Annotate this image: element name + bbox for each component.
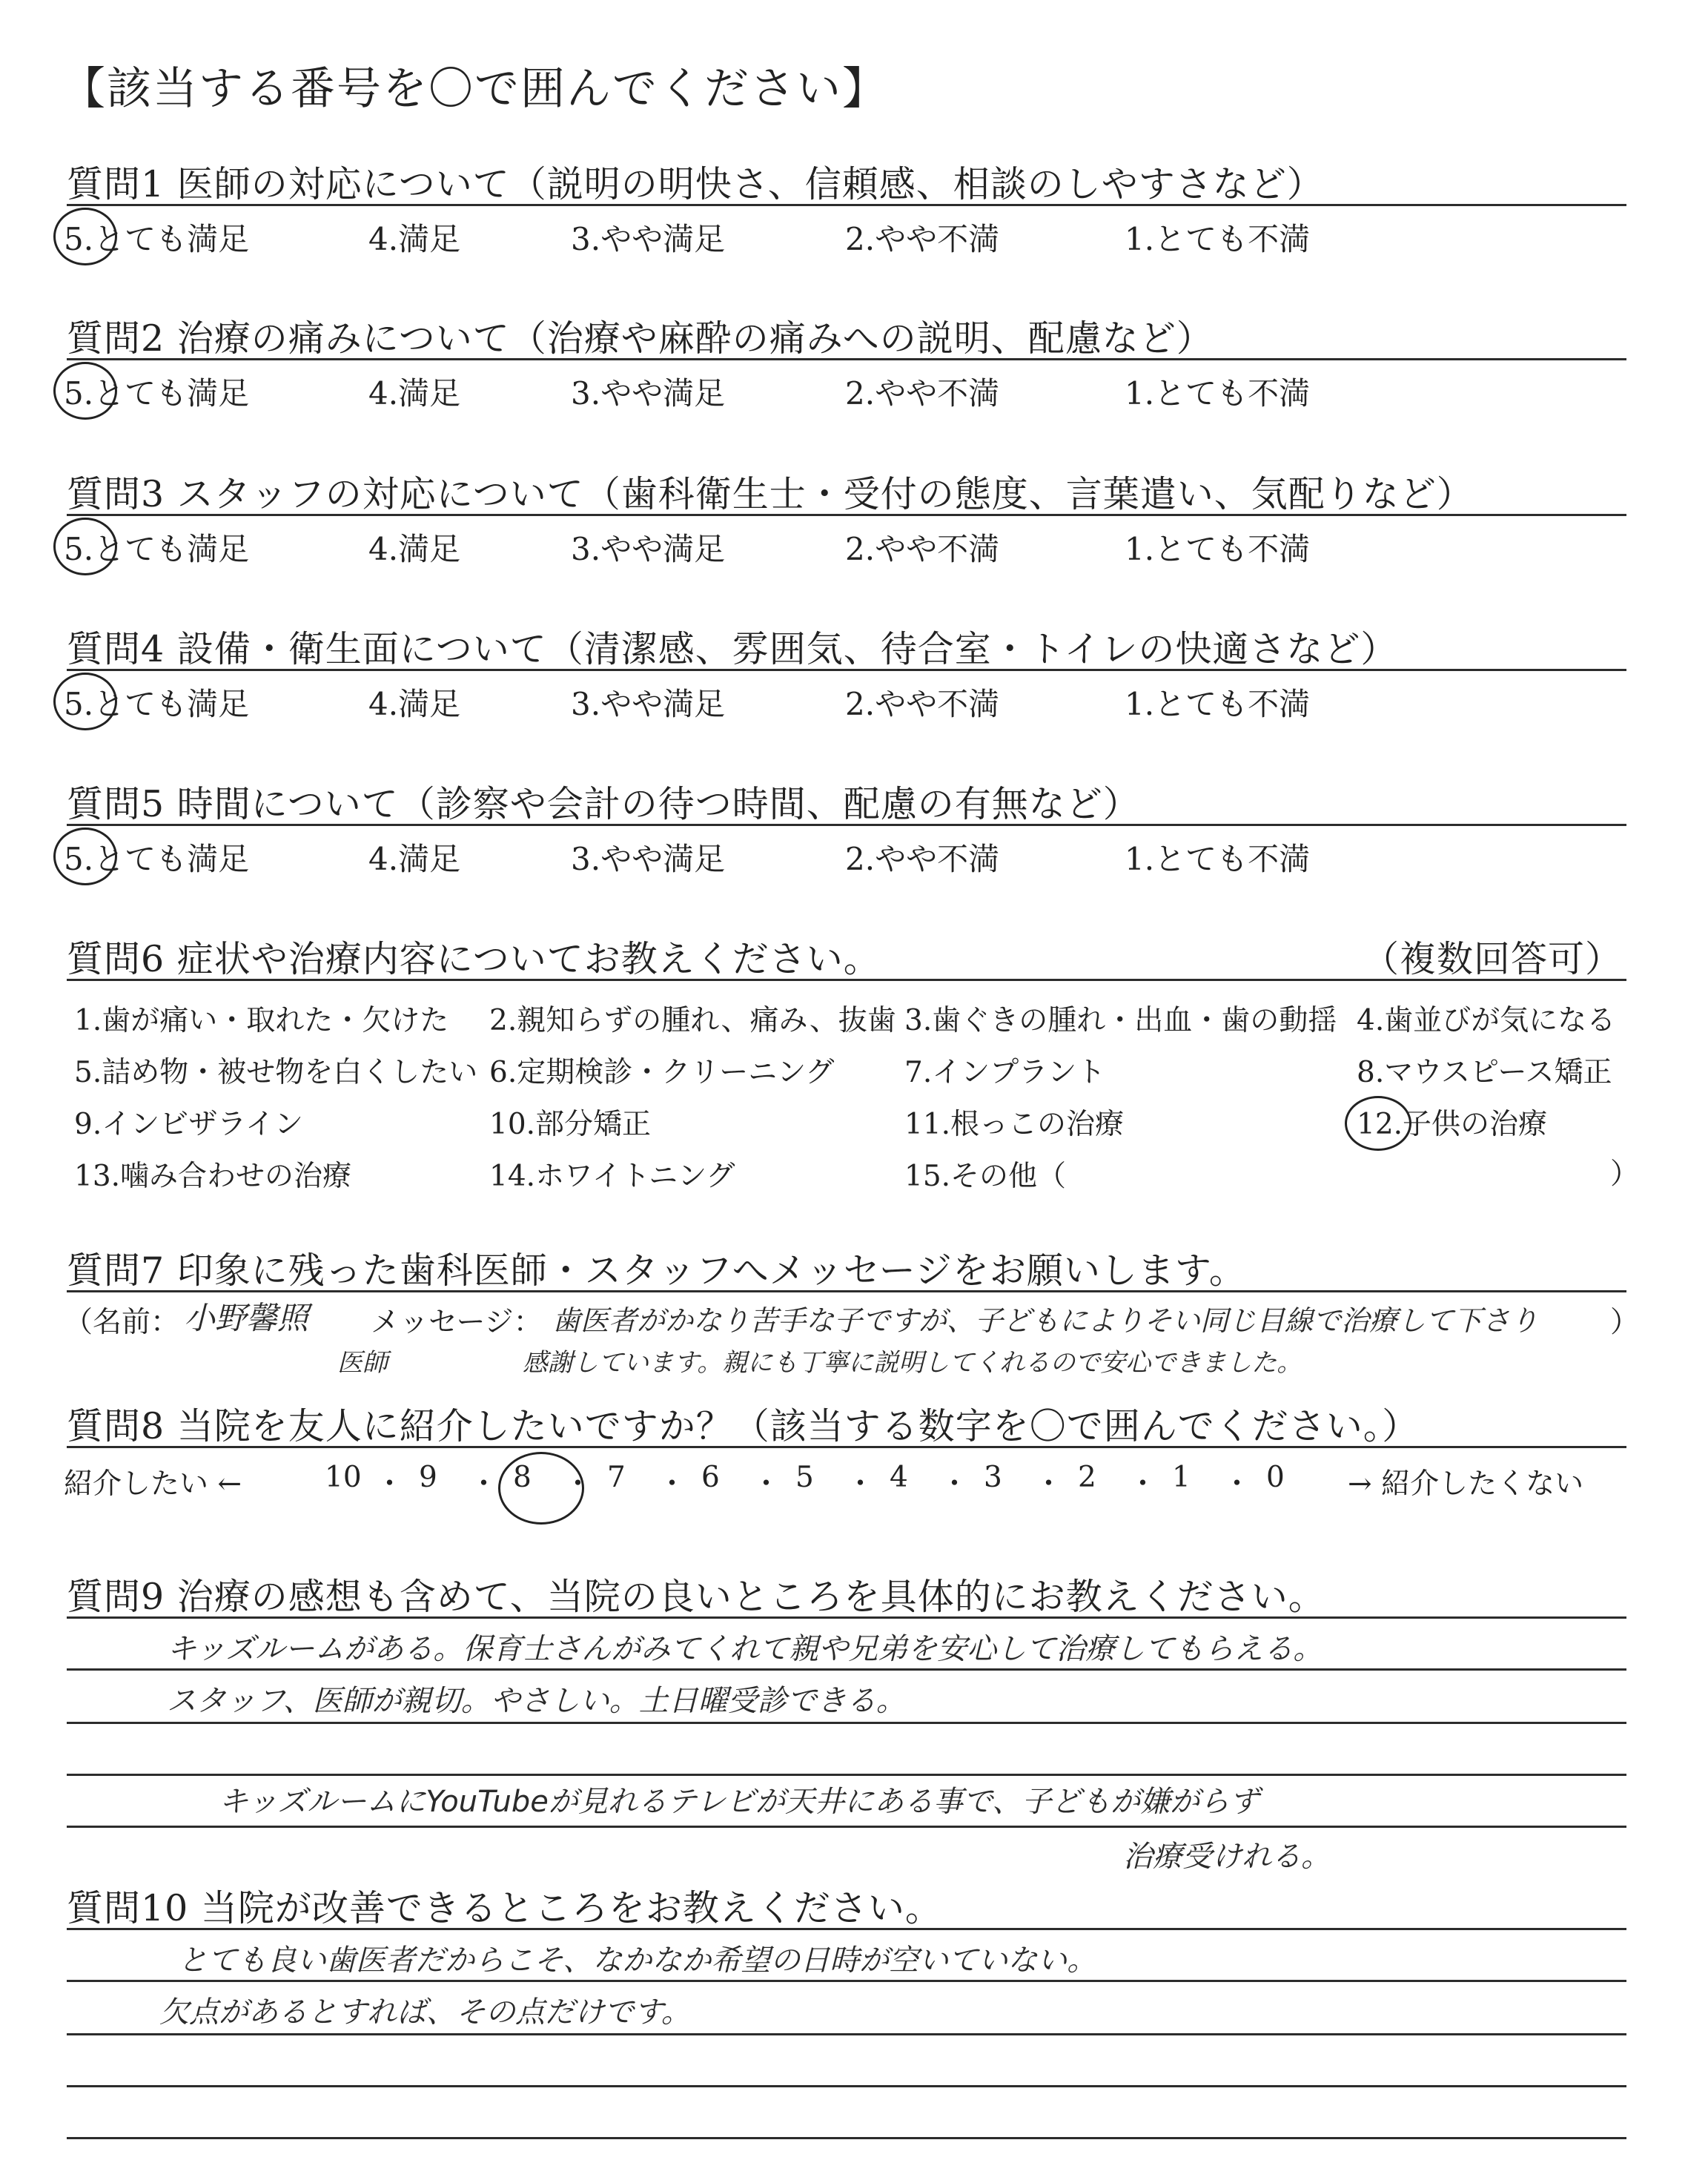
q4-rule: [67, 669, 1626, 671]
q9-rule-3: [67, 1722, 1626, 1724]
q9-answer-line3: キッズルームにYouTubeが見れるテレビが天井にある事で、子どもが嫌がらず: [219, 1785, 1260, 1819]
q8-scale-0[interactable]: 0: [1266, 1461, 1285, 1494]
q8-selected-circle: [498, 1452, 584, 1525]
q7-message-line2: 感謝しています。親にも丁寧に説明してくれるので安心できました。: [523, 1348, 1302, 1378]
q6-close-paren: ）: [1610, 1157, 1640, 1191]
q1-option-3[interactable]: 3.やや満足: [571, 221, 726, 257]
q8-scale-10[interactable]: 10: [325, 1461, 362, 1494]
q4-option-5[interactable]: 5.とても満足: [64, 686, 250, 722]
q2-selected-circle: [53, 362, 117, 420]
q7-title: 質問7 印象に残った歯科医師・スタッフへメッセージをお願いします。: [67, 1249, 1246, 1292]
q9-answer-line2: スタッフ、医師が親切。やさしい。土日曜受診できる。: [167, 1684, 906, 1718]
q3-selected-circle: [53, 518, 117, 575]
q9-answer-line4: 治療受けれる。: [1123, 1840, 1331, 1874]
q8-scale-separator: ・: [658, 1467, 687, 1501]
q4-option-4[interactable]: 4.満足: [368, 686, 461, 722]
q2-option-3[interactable]: 3.やや満足: [571, 375, 726, 412]
q5-rule: [67, 824, 1626, 826]
q4-title: 質問4 設備・衛生面について（清潔感、雰囲気、待合室・トイレの快適さなど）: [67, 628, 1398, 670]
q1-option-1[interactable]: 1.とても不満: [1125, 221, 1311, 257]
q6-option-5[interactable]: 5.詰め物・被せ物を白くしたい: [74, 1056, 478, 1089]
q6-option-15[interactable]: 15.その他（: [904, 1160, 1067, 1193]
q8-title: 質問8 当院を友人に紹介したいですか？（該当する数字を〇で囲んでください。）: [67, 1405, 1420, 1447]
q8-scale-separator: ・: [846, 1467, 875, 1501]
q1-option-5[interactable]: 5.とても満足: [64, 221, 250, 257]
q7-name-value: 小野馨照: [184, 1300, 309, 1336]
q10-answer-line1: とても良い歯医者だからこそ、なかなか希望の日時が空いていない。: [178, 1943, 1097, 1978]
q6-rule: [67, 979, 1626, 981]
q5-title: 質問5 時間について（診察や会計の待つ時間、配慮の有無など）: [67, 783, 1140, 825]
q5-selected-circle: [53, 828, 117, 885]
q10-answer-line2: 欠点があるとすれば、その点だけです。: [159, 1995, 691, 2029]
q6-title: 質問6 症状や治療内容についてお教えください。: [67, 938, 881, 980]
q10-rule-2: [67, 1980, 1626, 1982]
q1-option-4[interactable]: 4.満足: [368, 221, 461, 257]
q10-rule-1: [67, 1928, 1626, 1930]
q8-scale-4[interactable]: 4: [890, 1461, 908, 1494]
q8-scale-1[interactable]: 1: [1172, 1461, 1191, 1494]
q9-rule-5: [67, 1826, 1626, 1828]
q2-title: 質問2 治療の痛みについて（治療や麻酔の痛みへの説明、配慮など）: [67, 317, 1214, 360]
q8-scale-separator: ・: [563, 1467, 593, 1501]
q7-rule: [67, 1290, 1626, 1292]
q5-option-2[interactable]: 2.やや不満: [845, 841, 1000, 877]
q6-option-12[interactable]: 12.子供の治療: [1357, 1108, 1548, 1141]
q8-scale-3[interactable]: 3: [984, 1461, 1002, 1494]
q8-scale-7[interactable]: 7: [607, 1461, 626, 1494]
q3-option-2[interactable]: 2.やや不満: [845, 531, 1000, 567]
q1-title: 質問1 医師の対応について（説明の明快さ、信頼感、相談のしやすさなど）: [67, 163, 1324, 205]
q9-rule-1: [67, 1616, 1626, 1619]
q7-name-value2: 医師: [337, 1348, 388, 1378]
q6-option-4[interactable]: 4.歯並びが気になる: [1357, 1004, 1616, 1037]
q8-scale-6[interactable]: 6: [701, 1461, 720, 1494]
q8-scale-separator: ・: [752, 1467, 781, 1501]
q8-scale-separator: ・: [1128, 1467, 1158, 1501]
q6-option-8[interactable]: 8.マウスピース矯正: [1357, 1056, 1612, 1089]
q8-scale-separator: ・: [375, 1467, 405, 1501]
q7-message-line1: 歯医者がかなり苦手な子ですが、子どもによりそい同じ目線で治療して下さり: [552, 1304, 1539, 1337]
q10-rule-5: [67, 2137, 1626, 2139]
q2-option-2[interactable]: 2.やや不満: [845, 375, 1000, 412]
q8-scale-8[interactable]: 8: [513, 1461, 532, 1494]
q6-option-14[interactable]: 14.ホワイトニング: [489, 1160, 735, 1193]
q2-option-1[interactable]: 1.とても不満: [1125, 375, 1311, 412]
q4-option-2[interactable]: 2.やや不満: [845, 686, 1000, 722]
q10-rule-3: [67, 2033, 1626, 2035]
q8-scale-2[interactable]: 2: [1078, 1461, 1096, 1494]
q8-scale-separator: ・: [940, 1467, 970, 1501]
q6-option-2[interactable]: 2.親知らずの腫れ、痛み、抜歯: [489, 1004, 896, 1037]
q1-option-2[interactable]: 2.やや不満: [845, 221, 1000, 257]
q3-rule: [67, 514, 1626, 516]
q6-note: （複数回答可）: [1363, 938, 1623, 980]
q10-title: 質問10 当院が改善できるところをお教えください。: [67, 1887, 942, 1929]
q7-message-label: メッセージ：: [371, 1306, 543, 1339]
q6-selected-circle: [1345, 1096, 1411, 1151]
q6-option-7[interactable]: 7.インプラント: [904, 1056, 1106, 1089]
q5-option-3[interactable]: 3.やや満足: [571, 841, 726, 877]
q3-option-1[interactable]: 1.とても不満: [1125, 531, 1311, 567]
q6-option-9[interactable]: 9.インビザライン: [74, 1108, 304, 1141]
q4-option-3[interactable]: 3.やや満足: [571, 686, 726, 722]
q5-option-1[interactable]: 1.とても不満: [1125, 841, 1311, 877]
q10-rule-4: [67, 2085, 1626, 2087]
q7-name-label: （名前：: [64, 1306, 180, 1339]
q8-scale-separator: ・: [1222, 1467, 1252, 1501]
q3-option-3[interactable]: 3.やや満足: [571, 531, 726, 567]
q9-rule-2: [67, 1668, 1626, 1671]
q3-option-4[interactable]: 4.満足: [368, 531, 461, 567]
q4-selected-circle: [53, 673, 117, 730]
q8-scale-separator: ・: [469, 1467, 499, 1501]
q8-rule: [67, 1446, 1626, 1448]
q8-left-label: 紹介したい ←: [64, 1467, 242, 1501]
q2-rule: [67, 358, 1626, 360]
q1-rule: [67, 204, 1626, 206]
q8-scale-separator: ・: [1034, 1467, 1064, 1501]
q4-option-1[interactable]: 1.とても不満: [1125, 686, 1311, 722]
q1-selected-circle: [53, 208, 117, 265]
q9-answer-line1: キッズルームがある。保育士さんがみてくれて親や兄弟を安心して治療してもらえる。: [167, 1632, 1323, 1666]
q9-rule-4: [67, 1774, 1626, 1776]
q6-option-13[interactable]: 13.噛み合わせの治療: [74, 1160, 352, 1193]
q5-option-4[interactable]: 4.満足: [368, 841, 461, 877]
q3-option-5[interactable]: 5.とても満足: [64, 531, 250, 567]
q7-close-paren: ）: [1610, 1306, 1640, 1339]
q8-scale-5[interactable]: 5: [795, 1461, 814, 1494]
q2-option-5[interactable]: 5.とても満足: [64, 375, 250, 412]
q8-scale-9[interactable]: 9: [419, 1461, 437, 1494]
q6-option-10[interactable]: 10.部分矯正: [489, 1108, 652, 1141]
q6-option-11[interactable]: 11.根っこの治療: [904, 1108, 1125, 1141]
q9-title: 質問9 治療の感想も含めて、当院の良いところを具体的にお教えください。: [67, 1576, 1325, 1618]
page-title: 【該当する番号を〇で囲んでください】: [61, 63, 888, 115]
q2-option-4[interactable]: 4.満足: [368, 375, 461, 412]
q5-option-5[interactable]: 5.とても満足: [64, 841, 250, 877]
q8-right-label: → 紹介したくない: [1348, 1467, 1584, 1501]
q6-option-3[interactable]: 3.歯ぐきの腫れ・出血・歯の動揺: [904, 1004, 1337, 1037]
q6-option-6[interactable]: 6.定期検診・クリーニング: [489, 1056, 835, 1089]
q3-title: 質問3 スタッフの対応について（歯科衛生士・受付の態度、言葉遣い、気配りなど）: [67, 473, 1474, 515]
q6-option-1[interactable]: 1.歯が痛い・取れた・欠けた: [74, 1004, 449, 1037]
